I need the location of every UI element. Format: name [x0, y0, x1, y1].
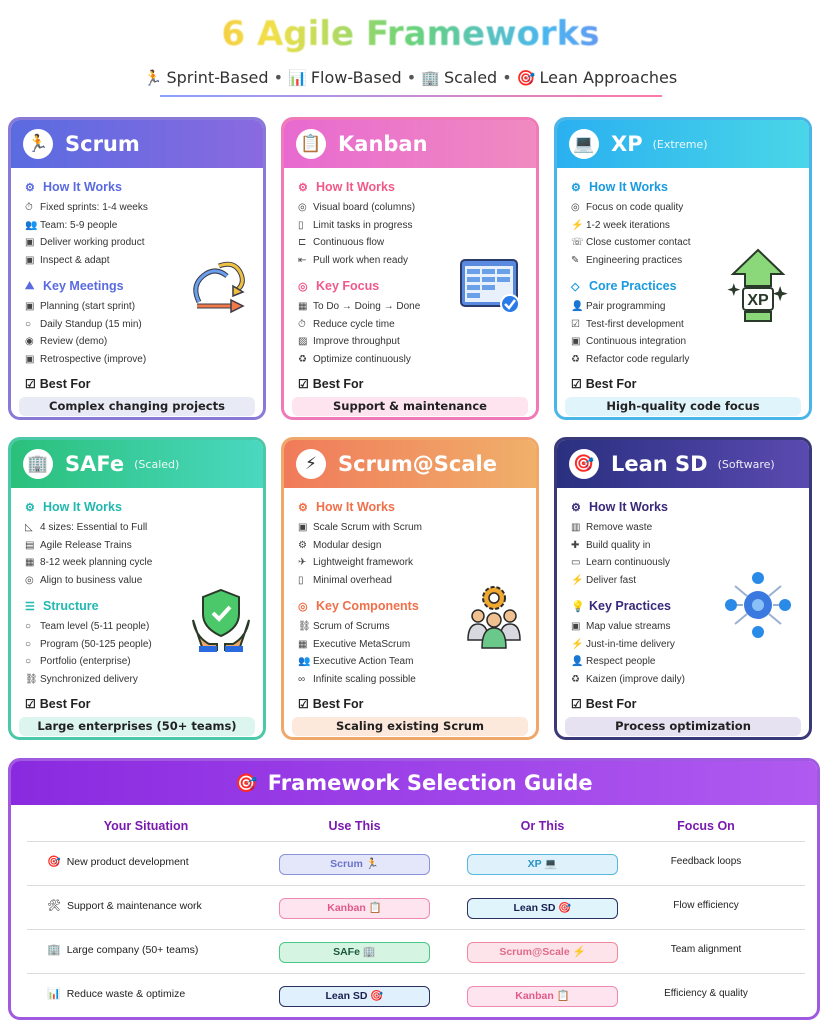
item-text: To Do → Doing → Done: [313, 301, 421, 313]
best-for-label: Best For: [39, 697, 91, 711]
list-item: [571, 554, 797, 572]
guide-header: [11, 761, 817, 805]
section-title: Key Meetings: [43, 279, 124, 293]
situation-icon: 🏢: [47, 944, 61, 956]
bullet-icon: 👤: [571, 301, 584, 313]
list-item: [25, 351, 251, 369]
situation-cell: [47, 855, 189, 868]
item-text: 4 sizes: Essential to Full: [40, 522, 148, 534]
list-item: [571, 351, 797, 369]
card-xp: [554, 117, 812, 420]
or-this-pill: Kanban 📋: [467, 986, 618, 1007]
best-for-heading: [571, 697, 636, 711]
or-this-pill: XP 💻: [467, 854, 618, 875]
card-lean: [554, 437, 812, 740]
separator: •: [502, 68, 512, 87]
bullet-icon: ▨: [298, 336, 308, 348]
section-heading: [25, 180, 251, 194]
item-text: Lightweight framework: [313, 557, 414, 569]
bullet-icon: ▦: [25, 557, 35, 569]
bullet-icon: ♻: [571, 673, 580, 685]
item-text: Synchronized delivery: [40, 673, 138, 685]
bullet-icon: ⚡: [571, 219, 584, 231]
bullet-icon: ☑: [571, 318, 580, 330]
use-this-pill: Kanban 📋: [279, 898, 430, 919]
item-text: Portfolio (enterprise): [40, 656, 131, 668]
best-for-heading: [571, 377, 636, 391]
card-header: [11, 440, 263, 488]
table-row: [27, 929, 805, 973]
list-item: [25, 554, 251, 572]
bullet-icon: ⛓: [298, 621, 311, 633]
card-subtitle: (Extreme): [652, 137, 708, 151]
list-item: [298, 333, 524, 351]
item-text: Test-first development: [586, 318, 684, 330]
item-text: Daily Standup (15 min): [40, 318, 142, 330]
col-your-situation: Your Situation: [103, 819, 189, 833]
section-icon: ⚙: [571, 181, 581, 194]
card-header: [284, 120, 536, 168]
section-icon: 💡: [571, 600, 585, 613]
item-text: Respect people: [586, 656, 656, 668]
bullet-icon: 👤: [571, 656, 584, 668]
item-text: 1-2 week iterations: [586, 219, 670, 231]
runner-icon: 🏃: [143, 69, 163, 87]
item-text: Reduce cycle time: [313, 318, 395, 330]
card-illustration: [725, 248, 791, 327]
best-for-value: Scaling existing Scrum: [292, 717, 528, 736]
list-item: [571, 671, 797, 689]
card-body: [11, 168, 263, 420]
focus-cell: Flow efficiency: [673, 900, 739, 911]
bullet-icon: ▭: [571, 557, 581, 569]
list-item: [571, 199, 797, 217]
section-heading: [571, 500, 797, 514]
list-item: [571, 333, 797, 351]
bullet-icon: ▯: [298, 219, 304, 231]
item-text: Continuous flow: [313, 237, 385, 249]
item-text: 8-12 week planning cycle: [40, 557, 153, 569]
subtitle-lean: Lean Approaches: [539, 68, 678, 87]
section-title: Key Focus: [316, 279, 380, 293]
section-icon: ☰: [25, 600, 35, 613]
bullet-icon: ▥: [571, 522, 581, 534]
best-for-value: Large enterprises (50+ teams): [19, 717, 255, 736]
bullet-icon: ▣: [571, 336, 581, 348]
item-text: Review (demo): [40, 336, 108, 348]
card-title: Kanban: [338, 132, 428, 156]
section-icon: ◎: [298, 280, 308, 293]
target-icon: 🎯: [235, 772, 258, 794]
section-title: How It Works: [316, 500, 395, 514]
svg-text:XP: XP: [747, 292, 769, 309]
card-title: SAFe: [65, 452, 125, 476]
card-illustration: [458, 256, 524, 323]
card-header: [557, 440, 809, 488]
item-text: Agile Release Trains: [40, 539, 132, 551]
col-or-this: Or This: [520, 819, 565, 833]
subtitle: [0, 68, 821, 87]
bullet-icon: ▣: [571, 621, 581, 633]
page-title: 6 Agile Frameworks: [0, 14, 821, 54]
list-item: [298, 537, 524, 555]
card-illustration: [189, 256, 251, 323]
bullet-icon: ◉: [25, 336, 34, 348]
card-illustration: [723, 572, 793, 643]
bullet-icon: ▤: [25, 539, 35, 551]
bullet-icon: ○: [25, 318, 32, 330]
scale-icon: ⚡: [296, 449, 326, 479]
item-text: Deliver working product: [40, 237, 145, 249]
section-heading: [571, 180, 797, 194]
situation-text: Reduce waste & optimize: [66, 987, 186, 1000]
item-text: Pull work when ready: [313, 254, 409, 266]
bullet-icon: ♻: [571, 353, 580, 365]
separator: •: [273, 68, 284, 87]
bullet-icon: ♻: [298, 353, 307, 365]
item-text: Align to business value: [40, 574, 143, 586]
team-gear-icon: [462, 584, 526, 650]
section-icon: ⚙: [298, 181, 308, 194]
bullet-icon: ✈: [298, 557, 307, 569]
best-for-heading: [25, 377, 90, 391]
section-title: How It Works: [43, 180, 122, 194]
list-item: [298, 234, 524, 252]
list-item: [25, 519, 251, 537]
best-for-label: Best For: [585, 377, 637, 391]
best-for-value: High-quality code focus: [565, 397, 801, 416]
item-text: Limit tasks in progress: [313, 219, 413, 231]
item-text: Close customer contact: [586, 237, 691, 249]
item-text: Team level (5-11 people): [40, 621, 150, 633]
situation-text: New product development: [66, 855, 189, 868]
bullet-icon: ◎: [25, 574, 34, 586]
xp-icon: 💻: [569, 129, 599, 159]
section-heading: [298, 180, 524, 194]
cycle-arrow-icon: [189, 256, 251, 318]
section-title: How It Works: [316, 180, 395, 194]
section-title: Structure: [43, 599, 99, 613]
chart-icon: 📊: [288, 69, 307, 87]
card-header: [284, 440, 536, 488]
table-row: [27, 885, 805, 929]
xp-arrow-icon: [725, 248, 791, 322]
use-this-pill: Lean SD 🎯: [279, 986, 430, 1007]
situation-cell: [47, 899, 202, 912]
item-text: Deliver fast: [586, 574, 637, 586]
list-item: [25, 217, 251, 235]
item-text: Inspect & adapt: [40, 254, 110, 266]
section-icon: ◎: [298, 600, 308, 613]
bullet-icon: ⇤: [298, 254, 307, 266]
bullet-icon: ⚙: [298, 539, 307, 551]
card-body: [11, 488, 263, 740]
card-kanban: [281, 117, 539, 420]
guide-column-headers: [11, 819, 817, 839]
list-item: [25, 234, 251, 252]
card-subtitle: (Software): [717, 457, 775, 471]
bullet-icon: ⚡: [571, 574, 584, 586]
col-use-this: Use This: [328, 819, 381, 833]
card-header: [557, 120, 809, 168]
item-text: Scrum of Scrums: [313, 621, 390, 633]
section-icon: ⛰: [25, 279, 35, 292]
item-text: Executive MetaScrum: [313, 638, 411, 650]
bullet-icon: ✎: [571, 254, 580, 266]
situation-icon: 📊: [47, 988, 61, 1000]
bullet-icon: ∞: [298, 673, 306, 685]
section-title: Key Components: [316, 599, 419, 613]
card-title: Scrum@Scale: [338, 452, 497, 476]
item-text: Focus on code quality: [586, 202, 684, 214]
checkbox-icon: ☑: [25, 377, 36, 391]
item-text: Build quality in: [586, 539, 651, 551]
lean-icon: 🎯: [569, 449, 599, 479]
bullet-icon: 👥: [298, 656, 311, 668]
focus-cell: Team alignment: [670, 944, 742, 955]
section-icon: ⚙: [25, 181, 35, 194]
table-row: [27, 973, 805, 1017]
item-text: Team: 5-9 people: [40, 219, 118, 231]
use-this-pill: SAFe 🏢: [279, 942, 430, 963]
bullet-icon: ⏱: [25, 202, 33, 214]
card-title: Scrum: [65, 132, 140, 156]
item-text: Map value streams: [586, 621, 671, 633]
card-body: [557, 168, 809, 420]
use-this-pill: Scrum 🏃: [279, 854, 430, 875]
item-text: Fixed sprints: 1-4 weeks: [40, 202, 148, 214]
item-text: Kaizen (improve daily): [586, 673, 685, 685]
separator: •: [406, 68, 417, 87]
bullet-icon: ◎: [298, 202, 307, 214]
list-item: [298, 217, 524, 235]
building-icon: 🏢: [421, 69, 440, 87]
bullet-icon: ○: [25, 656, 32, 668]
bullet-icon: ◺: [25, 522, 33, 534]
section-heading: [25, 500, 251, 514]
card-scale: [281, 437, 539, 740]
network-gear-icon: [723, 572, 793, 638]
list-item: [298, 519, 524, 537]
item-text: Remove waste: [586, 522, 653, 534]
shield-hands-icon: [189, 586, 253, 652]
card-header: [11, 120, 263, 168]
focus-cell: Efficiency & quality: [664, 988, 748, 999]
bullet-icon: ▣: [25, 254, 35, 266]
item-text: Visual board (columns): [313, 202, 416, 214]
item-text: Just-in-time delivery: [586, 638, 675, 650]
list-item: [25, 671, 251, 689]
bullet-icon: ▣: [298, 522, 308, 534]
section-title: Key Practices: [589, 599, 672, 613]
scrum-icon: 🏃: [23, 129, 53, 159]
checkbox-icon: ☑: [25, 697, 36, 711]
best-for-label: Best For: [312, 377, 364, 391]
situation-icon: 🛠: [47, 900, 61, 912]
item-text: Improve throughput: [313, 336, 400, 348]
card-subtitle: (Scaled): [134, 457, 180, 471]
card-title: Lean SD: [611, 452, 708, 476]
situation-text: Large company (50+ teams): [66, 943, 199, 956]
section-heading: [298, 500, 524, 514]
best-for-heading: [25, 697, 90, 711]
card-illustration: [462, 584, 526, 655]
list-item: [25, 199, 251, 217]
bullet-icon: ⛓: [25, 673, 38, 685]
item-text: Scale Scrum with Scrum: [313, 522, 422, 534]
subtitle-underline: [160, 95, 662, 97]
item-text: Retrospective (improve): [40, 353, 147, 365]
bullet-icon: ◎: [571, 202, 580, 214]
bullet-icon: ○: [25, 621, 32, 633]
best-for-heading: [298, 377, 363, 391]
card-body: [557, 488, 809, 740]
best-for-value: Complex changing projects: [19, 397, 255, 416]
bullet-icon: ○: [25, 638, 32, 650]
card-safe: [8, 437, 266, 740]
list-item: [298, 653, 524, 671]
safe-icon: 🏢: [23, 449, 53, 479]
checkbox-icon: ☑: [571, 377, 582, 391]
card-body: [284, 488, 536, 740]
kanban-board-icon: [458, 256, 524, 318]
item-text: Refactor code regularly: [586, 353, 690, 365]
list-item: [298, 199, 524, 217]
checkbox-icon: ☑: [571, 697, 582, 711]
section-icon: ⚙: [25, 501, 35, 514]
best-for-value: Support & maintenance: [292, 397, 528, 416]
item-text: Infinite scaling possible: [313, 673, 416, 685]
bullet-icon: ⊏: [298, 237, 307, 249]
target-icon: 🎯: [516, 69, 536, 87]
kanban-icon: 📋: [296, 129, 326, 159]
list-item: [298, 671, 524, 689]
list-item: [298, 554, 524, 572]
card-scrum: [8, 117, 266, 420]
table-row: [27, 841, 805, 885]
bullet-icon: 👥: [25, 219, 38, 231]
subtitle-flow: Flow-Based: [310, 68, 402, 87]
item-text: Planning (start sprint): [40, 301, 136, 313]
best-for-label: Best For: [585, 697, 637, 711]
list-item: [571, 217, 797, 235]
section-title: How It Works: [589, 500, 668, 514]
subtitle-sprint: Sprint-Based: [166, 68, 269, 87]
focus-cell: Feedback loops: [670, 856, 742, 867]
section-icon: ⚙: [298, 501, 308, 514]
card-title: XP: [611, 132, 643, 156]
item-text: Executive Action Team: [313, 656, 414, 668]
bullet-icon: ⚡: [571, 638, 584, 650]
list-item: [571, 537, 797, 555]
list-item: [571, 653, 797, 671]
bullet-icon: ▣: [25, 353, 35, 365]
item-text: Continuous integration: [586, 336, 687, 348]
bullet-icon: ▯: [298, 574, 304, 586]
situation-cell: [47, 987, 185, 1000]
col-focus-on: Focus On: [677, 819, 735, 833]
or-this-pill: Scrum@Scale ⚡: [467, 942, 618, 963]
bullet-icon: ✚: [571, 539, 580, 551]
best-for-value: Process optimization: [565, 717, 801, 736]
list-item: [25, 537, 251, 555]
framework-selection-guide: [8, 758, 820, 1020]
card-illustration: [189, 586, 253, 657]
list-item: [298, 351, 524, 369]
section-title: Core Practices: [589, 279, 677, 293]
section-icon: ⚙: [571, 501, 581, 514]
checkbox-icon: ☑: [298, 697, 309, 711]
best-for-heading: [298, 697, 363, 711]
section-title: How It Works: [589, 180, 668, 194]
situation-cell: [47, 943, 198, 956]
item-text: Minimal overhead: [313, 574, 392, 586]
bullet-icon: ▣: [25, 237, 35, 249]
list-item: [571, 519, 797, 537]
card-body: [284, 168, 536, 420]
bullet-icon: ⏱: [298, 318, 306, 330]
section-icon: ◇: [571, 280, 580, 293]
best-for-label: Best For: [39, 377, 91, 391]
checkbox-icon: ☑: [298, 377, 309, 391]
item-text: Modular design: [313, 539, 382, 551]
situation-icon: 🎯: [47, 856, 61, 868]
subtitle-scaled: Scaled: [444, 68, 498, 87]
bullet-icon: ▦: [298, 638, 308, 650]
best-for-label: Best For: [312, 697, 364, 711]
item-text: Engineering practices: [586, 254, 683, 266]
item-text: Learn continuously: [586, 557, 670, 569]
guide-title: Framework Selection Guide: [267, 771, 593, 795]
item-text: Optimize continuously: [313, 353, 411, 365]
situation-text: Support & maintenance work: [66, 899, 202, 912]
bullet-icon: ☏: [571, 237, 584, 249]
bullet-icon: ▣: [25, 301, 35, 313]
bullet-icon: ▦: [298, 301, 308, 313]
section-title: How It Works: [43, 500, 122, 514]
item-text: Pair programming: [586, 301, 666, 313]
item-text: Program (50-125 people): [40, 638, 152, 650]
or-this-pill: Lean SD 🎯: [467, 898, 618, 919]
list-item: [25, 333, 251, 351]
